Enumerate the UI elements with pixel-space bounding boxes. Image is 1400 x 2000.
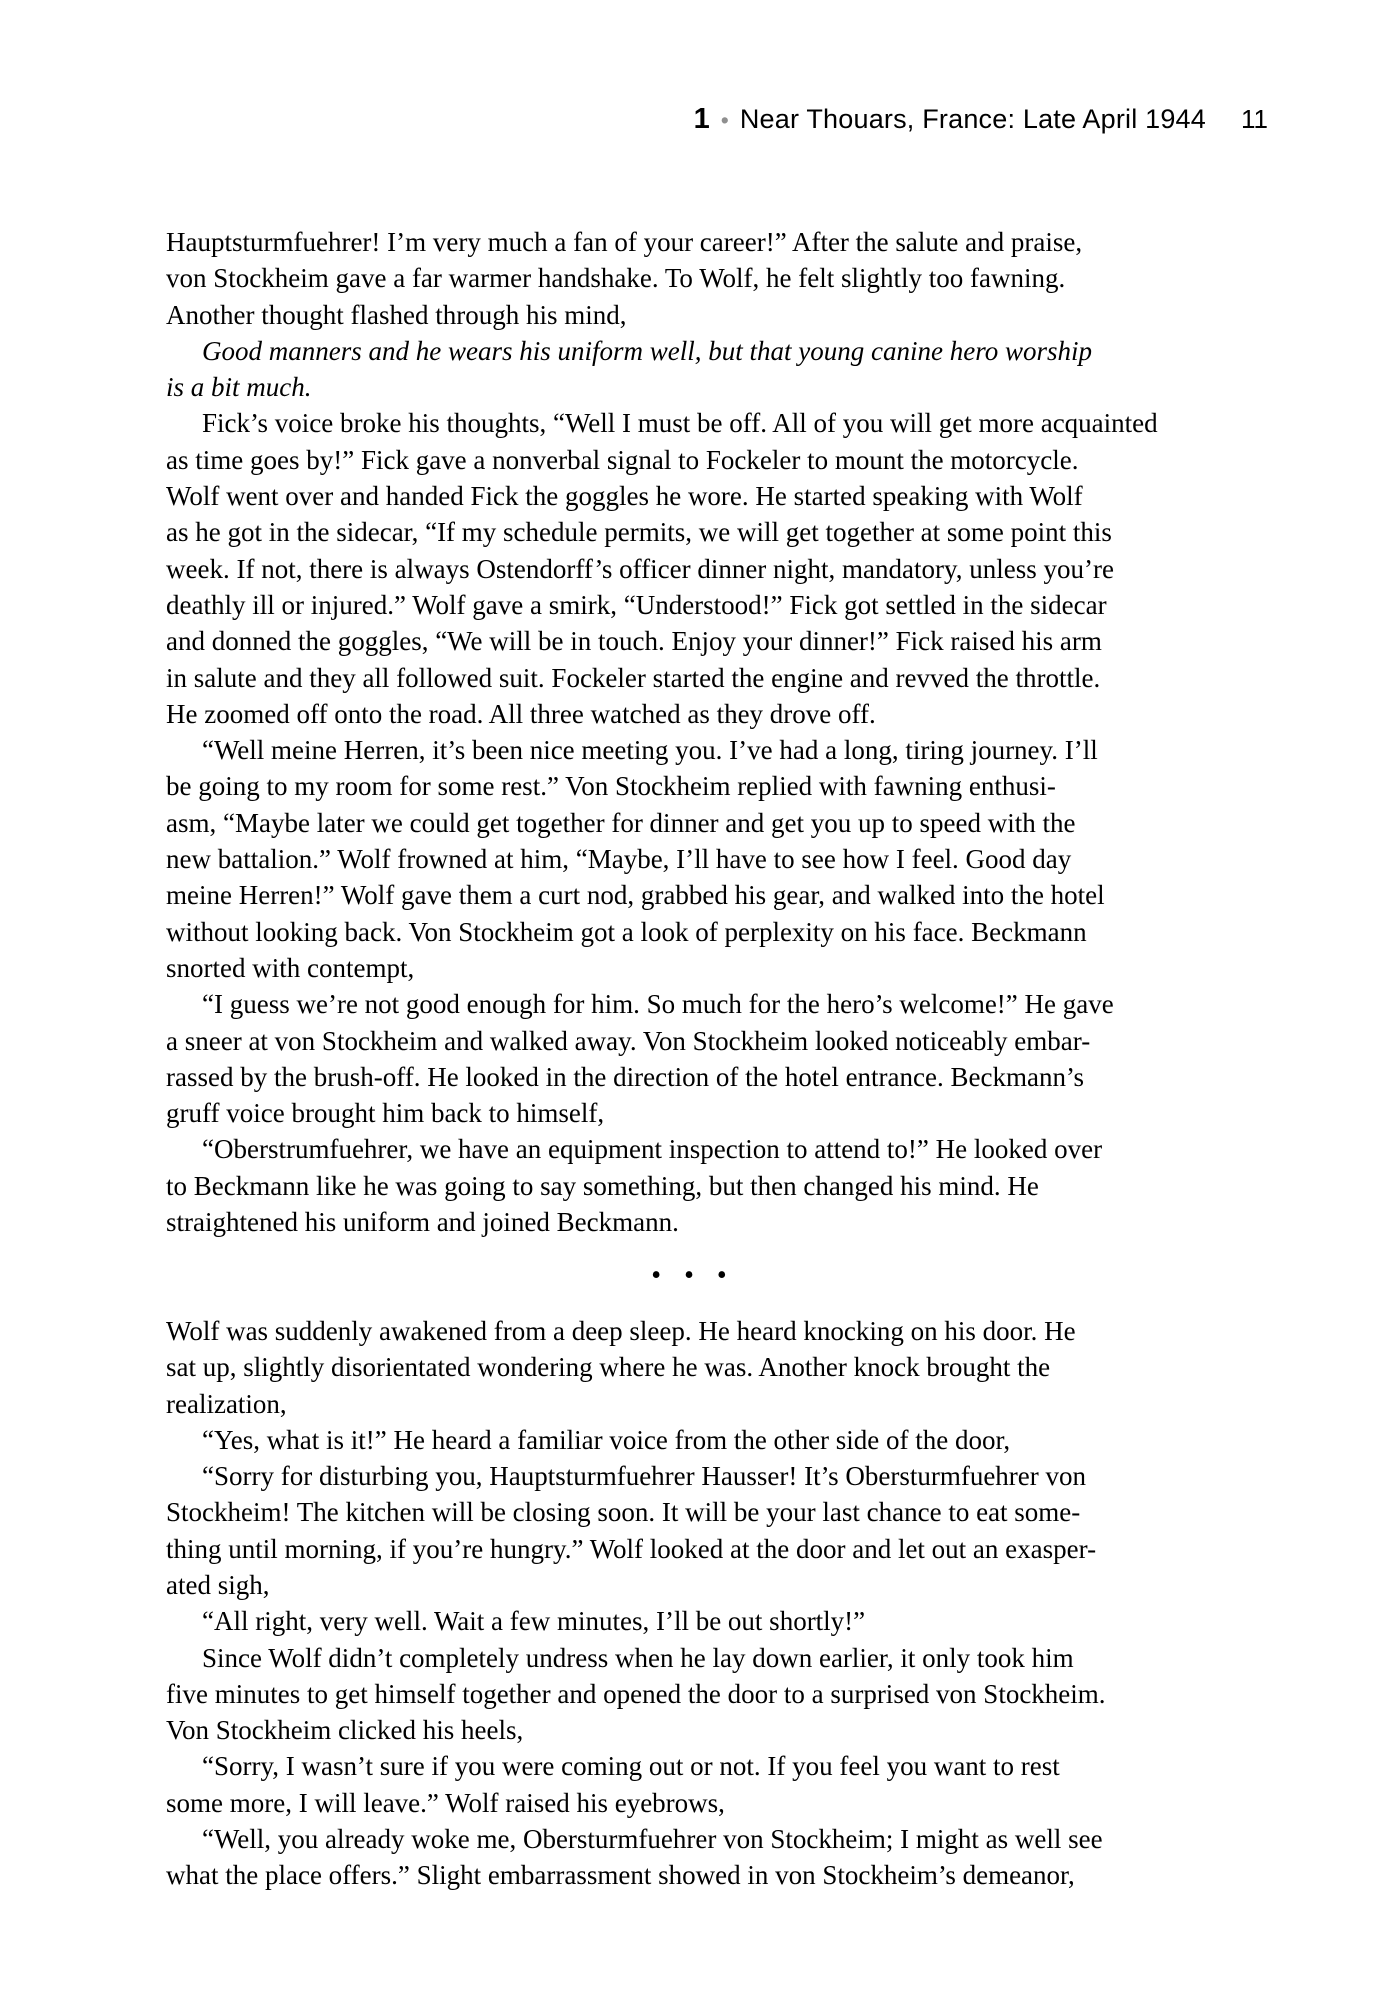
text-line: “Sorry, I wasn’t sure if you were coming out or not. If you feel you want to rest <box>202 1751 1060 1782</box>
text-line: without looking back. Von Stockheim got a look of perplexity on his face. Beckmann <box>166 916 1087 947</box>
chapter-title: Near Thouars, France: Late April 1944 <box>739 104 1206 134</box>
text-line: as he got in the sidecar, “If my schedule permits, we will get together at some point this <box>166 517 1112 548</box>
text-line: Fick’s voice broke his thoughts, “Well I must be off. All of you will get more acquainted <box>202 408 1158 439</box>
text-line: a sneer at von Stockheim and walked away. Von Stockheim looked noticeably embar- <box>166 1025 1091 1056</box>
text-line: “All right, very well. Wait a few minutes, I’ll be out shortly!” <box>202 1606 866 1637</box>
bullet-separator-icon: • <box>720 107 729 133</box>
paragraph <box>166 1422 1213 1458</box>
text-line: von Stockheim gave a far warmer handshake. To Wolf, he felt slightly too fawning. <box>166 263 1066 294</box>
text-line: “Oberstrumfuehrer, we have an equipment inspection to attend to!” He looked over <box>202 1134 1103 1165</box>
text-line: realization, <box>166 1388 287 1419</box>
text-line: five minutes to get himself together and opened the door to a surprised von Stockheim. <box>166 1678 1106 1709</box>
paragraph <box>166 1603 1213 1639</box>
text-line: “Yes, what is it!” He heard a familiar voice from the other side of the door, <box>202 1424 1011 1455</box>
text-line: meine Herren!” Wolf gave them a curt nod, grabbed his gear, and walked into the hotel <box>166 880 1105 911</box>
text-line: is a bit much. <box>166 372 312 403</box>
text-line: in salute and they all followed suit. Fockeler started the engine and revved the throttle. <box>166 662 1101 693</box>
text-line: and donned the goggles, “We will be in touch. Enjoy your dinner!” Fick raised his arm <box>166 626 1102 657</box>
scene-break: • • • <box>651 1260 728 1292</box>
text-line: to Beckmann like he was going to say something, but then changed his mind. He <box>166 1170 1039 1201</box>
text-line: gruff voice brought him back to himself, <box>166 1098 605 1129</box>
paragraph <box>166 224 1213 333</box>
paragraph <box>166 732 1213 986</box>
text-line: “Well meine Herren, it’s been nice meeting you. I’ve had a long, tiring journey. I’ll <box>202 735 1098 766</box>
paragraph <box>166 1821 1213 1894</box>
text-line: Hauptsturmfuehrer! I’m very much a fan of your career!” After the salute and praise, <box>166 227 1083 257</box>
text-line: week. If not, there is always Ostendorff’s officer dinner night, mandatory, unless you’re <box>166 553 1114 584</box>
text-line: ated sigh, <box>166 1569 270 1600</box>
text-line: rassed by the brush-off. He looked in the direction of the hotel entrance. Beckmann’s <box>166 1061 1084 1092</box>
text-line: Wolf went over and handed Fick the goggles he wore. He started speaking with Wolf <box>166 481 1083 512</box>
text-line: “Well, you already woke me, Obersturmfuehrer von Stockheim; I might as well see <box>202 1824 1103 1855</box>
text-line: snorted with contempt, <box>166 952 415 983</box>
chapter-number: 1 <box>693 103 710 135</box>
paragraph <box>166 1313 1213 1422</box>
paragraph <box>166 1640 1213 1749</box>
text-line: be going to my room for some rest.” Von Stockheim replied with fawning enthusi- <box>166 771 1056 802</box>
paragraph <box>166 333 1213 406</box>
paragraph <box>166 1458 1213 1603</box>
paragraph <box>166 405 1213 732</box>
text-line: as time goes by!” Fick gave a nonverbal signal to Fockeler to mount the motorcycle. <box>166 444 1079 475</box>
text-line: “Sorry for disturbing you, Hauptsturmfuehrer Hausser! It’s Obersturmfuehrer von <box>202 1461 1087 1492</box>
body-text <box>166 224 1213 1894</box>
text-line: sat up, slightly disorientated wondering where he was. Another knock brought the <box>166 1352 1051 1383</box>
text-line: asm, “Maybe later we could get together for dinner and get you up to speed with the <box>166 807 1076 838</box>
text-line: thing until morning, if you’re hungry.” Wolf looked at the door and let out an exasper- <box>166 1533 1097 1564</box>
text-line: straightened his uniform and joined Beckmann. <box>166 1207 679 1238</box>
text-line: “I guess we’re not good enough for him. So much for the hero’s welcome!” He gave <box>202 989 1114 1020</box>
text-line: what the place offers.” Slight embarrassment showed in von Stockheim’s demeanor, <box>166 1860 1075 1891</box>
text-line: Good manners and he wears his uniform well, but that young canine hero worship <box>202 335 1092 366</box>
paragraph <box>166 1131 1213 1240</box>
text-line: He zoomed off onto the road. All three watched as they drove off. <box>166 698 876 729</box>
text-line: deathly ill or injured.” Wolf gave a smirk, “Understood!” Fick got settled in the sidecar <box>166 589 1107 620</box>
text-line: some more, I will leave.” Wolf raised his eyebrows, <box>166 1787 725 1818</box>
text-line: Stockheim! The kitchen will be closing soon. It will be your last chance to eat some- <box>166 1497 1081 1528</box>
text-line: Since Wolf didn’t completely undress when he lay down earlier, it only took him <box>202 1642 1074 1673</box>
paragraph <box>166 1748 1213 1821</box>
page-number: 11 <box>1241 104 1268 134</box>
text-line: Another thought flashed through his mind, <box>166 299 627 330</box>
text-line: Von Stockheim clicked his heels, <box>166 1715 524 1746</box>
running-head <box>166 104 1268 135</box>
text-line: new battalion.” Wolf frowned at him, “Maybe, I’ll have to see how I feel. Good day <box>166 844 1072 875</box>
text-line: Wolf was suddenly awakened from a deep sleep. He heard knocking on his door. He <box>166 1315 1076 1346</box>
paragraph <box>166 986 1213 1131</box>
